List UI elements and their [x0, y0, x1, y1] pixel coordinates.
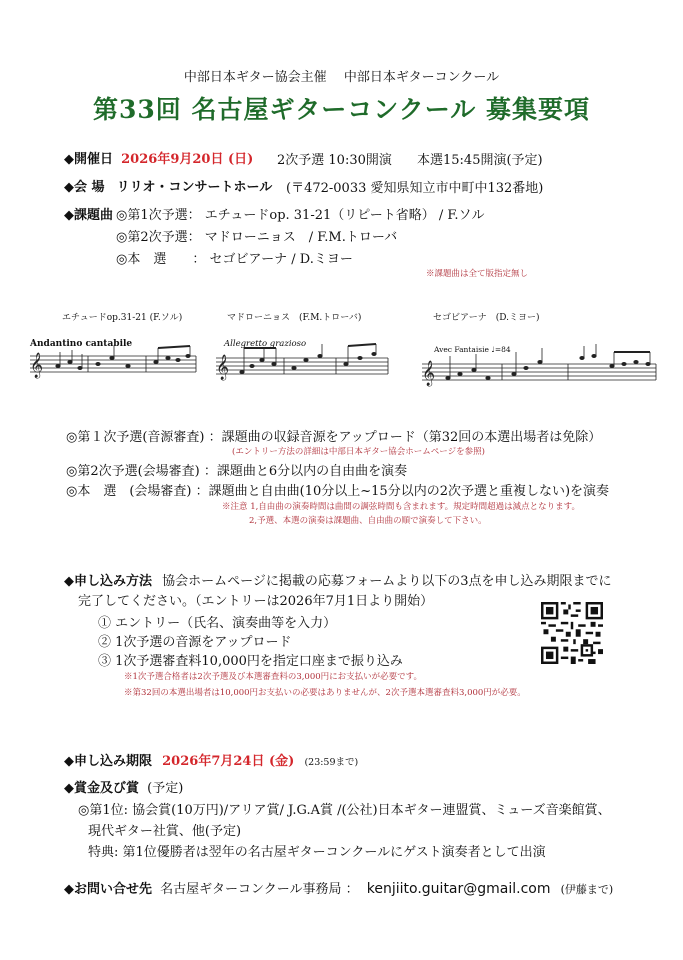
pieces-label: ◆課題曲	[64, 208, 113, 223]
contact-email[interactable]: kenjiito.guitar@gmail.com	[366, 881, 551, 897]
svg-text:𝄞: 𝄞	[422, 361, 436, 386]
round-row	[66, 460, 407, 479]
qr-code[interactable]	[541, 602, 603, 664]
prizes-row	[64, 777, 183, 796]
round-desc: ：課題曲の収録音源をアップロード（第32回の本選出場者は免除）	[208, 430, 602, 445]
fee-note-2: ※第32回の本選出場者は10,000円お支払いの必要はありませんが、2次予選本選審査料3,000円が必要。	[124, 688, 526, 698]
application-row	[64, 570, 612, 589]
tempo-marking: Allegretto grazioso	[224, 339, 307, 349]
page-title: 第33回 名古屋ギターコンクール 募集要項	[93, 95, 590, 124]
svg-text:𝄞: 𝄞	[30, 353, 44, 378]
entry-note: (エントリー方法の詳細は中部日本ギター協会ホームページを参照)	[232, 447, 485, 457]
organizer-line: 中部日本ギター協会主催 中部日本ギターコンクール	[183, 70, 500, 85]
deadline-time: (23:59まで)	[304, 757, 359, 768]
round-desc: ：課題曲と6分以内の自由曲を演奏	[203, 464, 408, 479]
contact-row	[64, 878, 613, 897]
contact-label: ◆お問い合せ先	[64, 882, 152, 897]
round-name: ◎本 選 (会場審査)	[66, 484, 192, 499]
prelim-time: 2次予選 10:30開演	[277, 153, 392, 168]
round-desc: ：課題曲と自由曲(10分以上~15分以内の2次予選と重複しない)を演奏	[195, 484, 610, 499]
venue-name: リリオ・コンサートホール	[116, 180, 273, 195]
prizes-label: ◆賞金及び賞	[64, 781, 139, 796]
contact-person: (伊藤まで)	[560, 883, 614, 896]
rules-note-2: 2,予選、本選の演奏は課題曲、自由曲の順で演奏して下さい。	[249, 516, 487, 526]
prizes-line1: ◎第1位: 協会賞(10万円)/アリア賞/ J.G.A賞 /(公社)日本ギター連盟賞、ミューズ音楽館賞、	[78, 803, 611, 818]
venue-address: (〒472-0033 愛知県知立市中町中132番地)	[286, 181, 544, 196]
tempo-marking: Avec Fantaisie ♩=84	[434, 345, 511, 354]
score-staff-torroba	[216, 344, 388, 380]
score-caption: セゴビアーナ (D.ミヨー)	[433, 313, 540, 323]
prizes-tentative: (予定)	[147, 781, 184, 796]
application-step: ② 1次予選の音源をアップロード	[98, 635, 292, 650]
score-caption: マドローニョス (F.M.トローバ)	[227, 313, 362, 323]
svg-text:𝄞: 𝄞	[216, 355, 230, 380]
piece-item	[116, 248, 353, 267]
application-line2: 完了してください。（エントリーは2026年7月1日より開始）	[78, 594, 434, 609]
prizes-line3: 特典: 第1位優勝者は翌年の名古屋ギターコンクールにゲスト演奏者として出演	[88, 845, 546, 860]
round-name: ◎第2次予選(会場審査)	[66, 464, 200, 479]
deadline-label: ◆申し込み期限	[64, 754, 152, 769]
piece-round: ◎本 選 ：	[116, 252, 206, 267]
tempo-marking: Andantino cantabile	[30, 339, 133, 349]
event-date-row	[64, 148, 253, 167]
piece-round: ◎第1次予選：	[116, 208, 201, 223]
date-value: 2026年9月20日 (日)	[121, 152, 254, 167]
fee-note-1: ※1次予選合格者は2次予選及び本選審査料の3,000円にお支払いが必要です。	[124, 672, 422, 682]
contact-office: 名古屋ギターコンクール事務局 ：	[160, 882, 359, 897]
rules-note-1: ※注意 1,自由曲の演奏時間は曲間の調弦時間も含まれます。規定時間超過は減点となります。	[222, 502, 580, 512]
score-staff-sor	[30, 346, 196, 378]
prizes-line2: 現代ギター社賞、他(予定)	[88, 824, 242, 839]
round-row	[66, 426, 601, 445]
venue-row	[64, 176, 272, 195]
piece-item	[116, 204, 485, 223]
score-caption: エチュードop.31-21 (F.ソル)	[62, 313, 183, 323]
application-label: ◆申し込み方法	[64, 574, 152, 589]
score-excerpts-image	[28, 328, 658, 400]
date-label: ◆開催日	[64, 152, 113, 167]
round-name: ◎第１次予選(音源審査)	[66, 430, 205, 445]
venue-label: ◆会 場	[64, 180, 105, 195]
application-step: ③ 1次予選審査料10,000円を指定口座まで振り込み	[98, 654, 403, 669]
deadline-value: 2026年7月24日 (金)	[162, 754, 295, 769]
final-time: 本選15:45開演(予定)	[417, 153, 543, 168]
application-line1: 協会ホームページに掲載の応募フォームより以下の3点を申し込み期限までに	[162, 574, 612, 589]
round-row	[66, 480, 609, 499]
piece-item	[116, 226, 397, 245]
piece-title: セゴビアーナ / D.ミヨー	[209, 252, 353, 267]
deadline-row	[64, 750, 358, 769]
piece-title: エチュードop. 31-21（リピート省略） / F.ソル	[204, 208, 485, 223]
pieces-note: ※課題曲は全て版指定無し	[426, 269, 529, 279]
application-step: ① エントリー（氏名、演奏曲等を入力）	[98, 616, 337, 631]
piece-title: マドローニョス / F.M.トローバ	[204, 230, 398, 245]
piece-round: ◎第2次予選：	[116, 230, 201, 245]
